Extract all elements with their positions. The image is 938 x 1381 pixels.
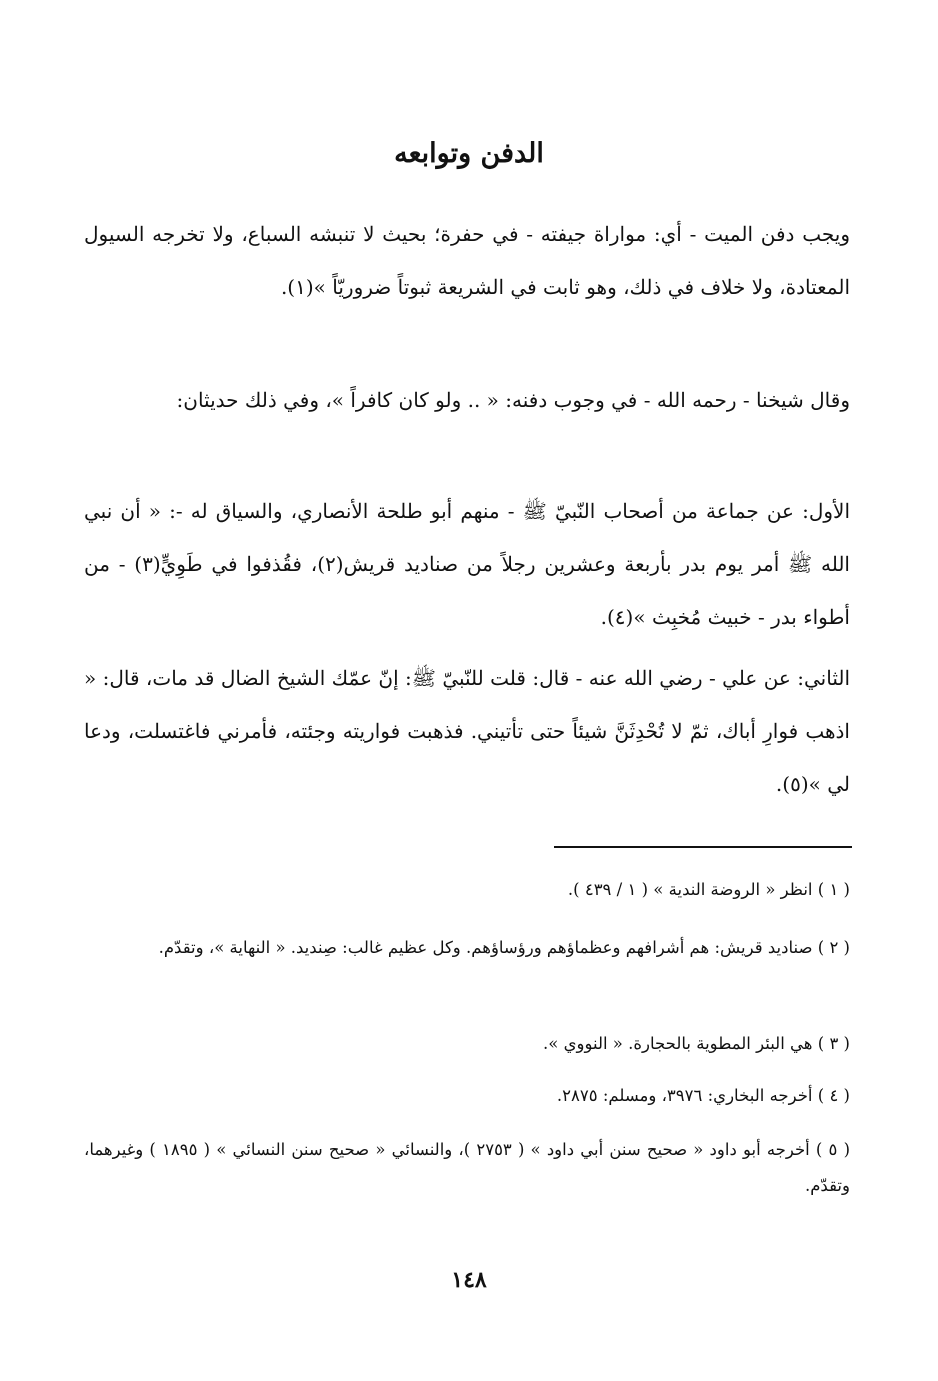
paragraph-second-hadith: الثاني: عن علي - رضي الله عنه - قال: قلت للنّبيّ ﷺ: إنّ عمّك الشيخ الضال قد مات، قال: « اذهب فوارِ أباك، ثمّ لا تُحْدِثَنَّ شيئاً حتى تأتيني. فذهبت فواريته وجئته، فأمرني فاغتسلت، ودعا لي »(٥).	[84, 666, 850, 796]
chapter-title: الدفن وتوابعه	[394, 138, 544, 169]
paragraph-first-hadith: الأول: عن جماعة من أصحاب النّبيّ ﷺ - منهم أبو طلحة الأنصاري، والسياق له -: « أن نبي الله ﷺ أمر يوم بدر بأربعة وعشرين رجلاً من صناديد قريش(٢)، فقُذفوا في طَوِيٍّ(٣) - من أطواء بدر - خبيث مُخبِث »(٤).	[84, 499, 850, 629]
footnote-1: ( ١ ) انظر « الروضة الندية » ( ١ / ٤٣٩ ).	[567, 880, 850, 899]
footnote-5: ( ٥ ) أخرجه أبو داود « صحيح سنن أبي داود » ( ٢٧٥٣ )، والنسائي « صحيح سنن النسائي » ( ١٨٩٥ ) وغيرهما، وتقدّم.	[84, 1140, 851, 1195]
paragraph-sheikh-opinion: وقال شيخنا - رحمه الله - في وجوب دفنه: « .. ولو كان كافراً »، وفي ذلك حديثان:	[176, 388, 850, 412]
footnote-3: ( ٣ ) هي البئر المطوية بالحجارة. « النووي ».	[542, 1034, 850, 1053]
footnote-divider	[554, 846, 852, 848]
footnote-4: ( ٤ ) أخرجه البخاري: ٣٩٧٦، ومسلم: ٢٨٧٥.	[556, 1086, 850, 1105]
page-number: ١٤٨	[451, 1267, 487, 1293]
footnote-2: ( ٢ ) صناديد قريش: هم أشرافهم وعظماؤهم ورؤساؤهم. وكل عظيم غالب: صِنديد. « النهاية »، وتقدّم.	[158, 938, 850, 957]
paragraph-burial-obligation: ويجب دفن الميت - أي: مواراة جيفته - في حفرة؛ بحيث لا تنبشه السباع، ولا تخرجه السيول المعتادة، ولا خلاف في ذلك، وهو ثابت في الشريعة ثبوتاً ضروريّاً »(١).	[84, 222, 850, 299]
